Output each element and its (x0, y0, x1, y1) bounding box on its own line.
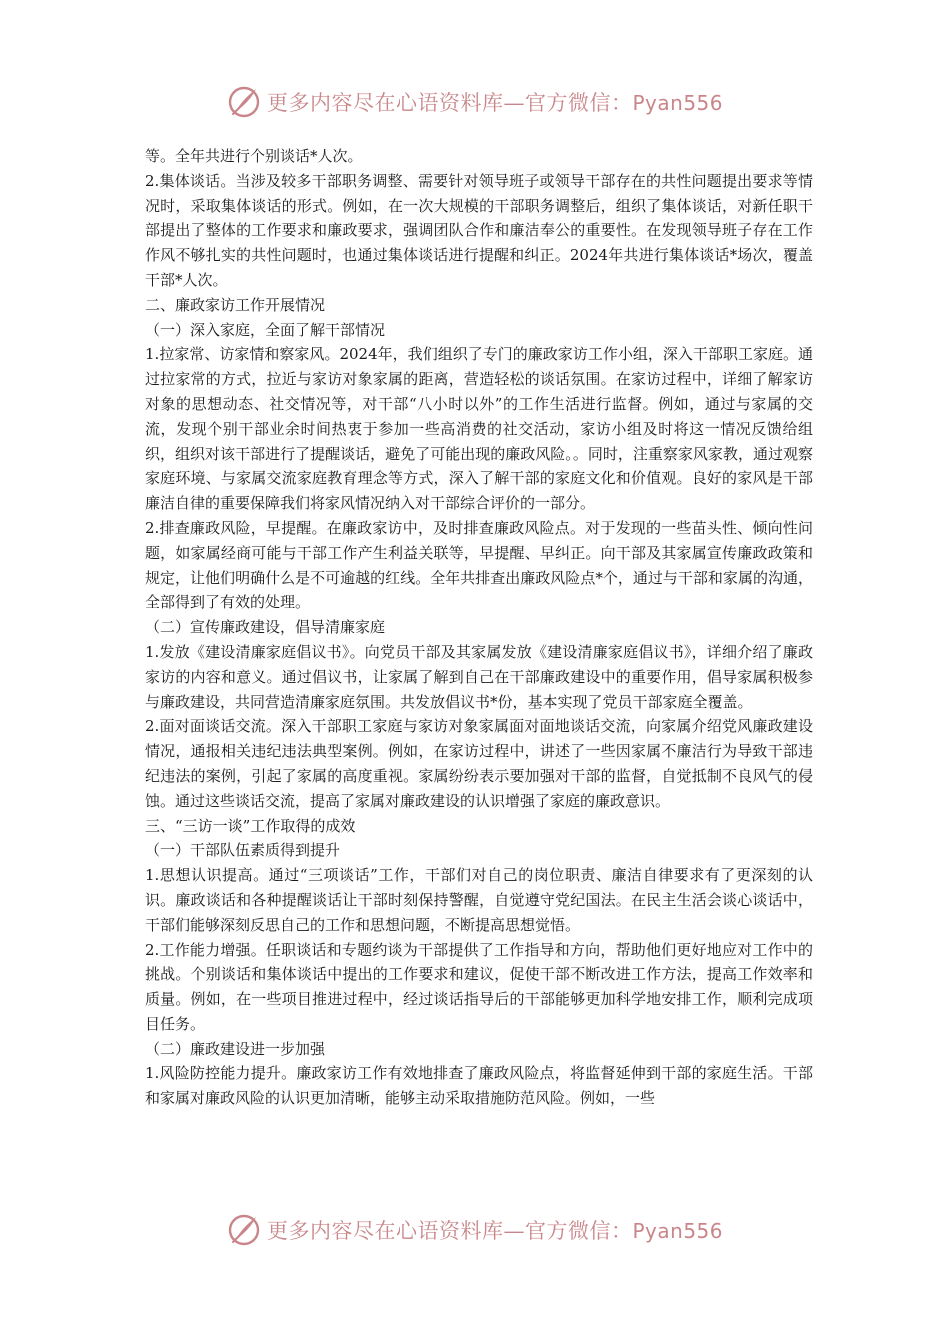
body-paragraph: 2.排查廉政风险，早提醒。在廉政家访中，及时排查廉政风险点。对于发现的一些苗头性、倾向性问题，如家属经商可能与干部工作产生利益关联等，早提醒、早纠正。向干部及其家属宣传廉政政策和规定，让他们明确什么是不可逾越的红线。全年共排查出廉政风险点*个，通过与干部和家属的沟通，全部得到了有效的处理。 (145, 518, 813, 612)
document-body (145, 144, 813, 1111)
watermark-footer (0, 1210, 950, 1250)
watermark-text: 更多内容尽在心语资料库—官方微信：Pyan556 (266, 91, 723, 115)
watermark-header (0, 82, 950, 122)
body-paragraph: 1.思想认识提高。通过“三项谈话”工作，干部们对自己的岗位职责、廉洁自律要求有了更深刻的认识。廉政谈话和各种提醒谈话让干部时刻保持警醒，自觉遵守党纪国法。在民主生活会谈心谈话中，干部们能够深刻反思自己的工作和思想问题，不断提高思想觉悟。 (145, 866, 813, 934)
body-paragraph: 1.发放《建设清廉家庭倡议书》。向党员干部及其家属发放《建设清廉家庭倡议书》，详细介绍了廉政家访的内容和意义。通过倡议书，让家属了解到自己在干部廉政建设中的重要作用，倡导家属积极参与廉政建设，共同营造清廉家庭氛围。共发放倡议书*份，基本实现了党员干部家庭全覆盖。 (145, 642, 813, 711)
watermark-handle: Pyan556 (632, 1219, 723, 1243)
section-heading: （二）宣传廉政建设，倡导清廉家庭 (145, 618, 386, 637)
section-heading: （二）廉政建设进一步加强 (145, 1039, 326, 1058)
quill-pen-logo-icon (227, 85, 261, 119)
body-paragraph: 1.风险防控能力提升。廉政家访工作有效地排查了廉政风险点，将监督延伸到干部的家庭生活。干部和家属对廉政风险的认识更加清晰，能够主动采取措施防范风险。例如，一些 (145, 1064, 813, 1108)
body-paragraph: 1.拉家常、访家情和察家风。2024年，我们组织了专门的廉政家访工作小组，深入干部职工家庭。通过拉家常的方式，拉近与家访对象家属的距离，营造轻松的谈话氛围。在家访过程中，详细了解家访对象的思想动态、社交情况等，对干部“八小时以外”的工作生活进行监督。例如，通过与家属的交流，发现个别干部业余时间热衷于参加一些高消费的社交活动，家访小组及时将这一情况反馈给组织，组织对该干部进行了提醒谈话，避免了可能出现的廉政风险。。同时，注重察家风家教，通过观察家庭环境、与家属交流家庭教育理念等方式，深入了解干部的家庭文化和价值观。良好的家风是干部廉洁自律的重要保障我们将家风情况纳入对干部综合评价的一部分。 (145, 345, 813, 513)
section-heading: 二、廉政家访工作开展情况 (145, 295, 326, 314)
section-heading: （一）干部队伍素质得到提升 (145, 841, 341, 860)
body-paragraph: 2.集体谈话。当涉及较多干部职务调整、需要针对领导班子或领导干部存在的共性问题提出要求等情况时，采取集体谈话的形式。例如，在一次大规模的干部职务调整后，组织了集体谈话，对新任职干部提出了整体的工作要求和廉政要求，强调团队合作和廉洁奉公的重要性。在发现领导班子存在工作作风不够扎实的共性问题时，也通过集体谈话进行提醒和纠正。2024年共进行集体谈话*场次，覆盖干部*人次。 (145, 171, 813, 289)
body-paragraph: 2.工作能力增强。任职谈话和专题约谈为干部提供了工作指导和方向，帮助他们更好地应对工作中的挑战。个别谈话和集体谈话中提出的工作要求和建议，促使干部不断改进工作方法，提高工作效率和质量。例如，在一些项目推进过程中，经过谈话指导后的干部能够更加科学地安排工作，顺利完成项目任务。 (145, 940, 813, 1033)
section-heading: （一）深入家庭，全面了解干部情况 (145, 320, 386, 339)
section-heading: 三、“三访一谈”工作取得的成效 (145, 816, 356, 835)
quill-pen-logo-icon (227, 1213, 261, 1247)
watermark-text: 更多内容尽在心语资料库—官方微信：Pyan556 (266, 1219, 723, 1243)
watermark-handle: Pyan556 (632, 91, 723, 115)
body-paragraph: 等。全年共进行个别谈话*人次。 (145, 147, 363, 165)
body-paragraph: 2.面对面谈话交流。深入干部职工家庭与家访对象家属面对面地谈话交流，向家属介绍党风廉政建设情况，通报相关违纪违法典型案例。例如，在家访过程中，讲述了一些因家属不廉洁行为导致干部违纪违法的案例，引起了家属的高度重视。家属纷纷表示要加强对干部的监督，自觉抵制不良风气的侵蚀。通过这些谈话交流，提高了家属对廉政建设的认识增强了家庭的廉政意识。 (145, 717, 813, 810)
